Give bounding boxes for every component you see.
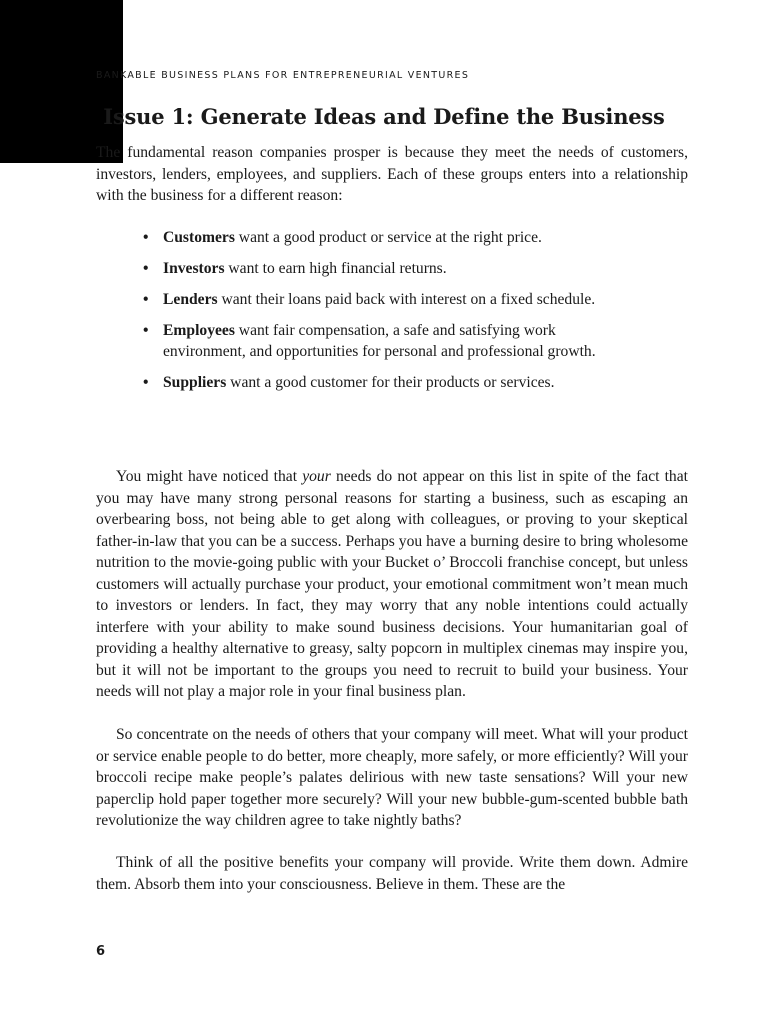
list-item-customers bbox=[143, 227, 613, 248]
paragraph-lead: You might have noticed that bbox=[116, 468, 303, 485]
list-item-text: want their loans paid back with interest on a fixed schedule. bbox=[217, 291, 596, 308]
list-item-employees bbox=[143, 320, 613, 362]
body-paragraph-2 bbox=[96, 466, 688, 703]
page-number: 6 bbox=[96, 944, 106, 959]
list-item-suppliers bbox=[143, 372, 613, 393]
black-corner-block bbox=[0, 0, 123, 163]
section-title: Issue 1: Generate Ideas and Define the Business bbox=[103, 104, 665, 129]
body-paragraph-3: So concentrate on the needs of others that your company will meet. What will your product or service enable people to do better, more cheaply, more safely, or more efficiently? Will your broccoli recipe make people’s palates delirious with new taste sensations? Will your new paperclip hold paper together more securely? Will your new bubble-gum-scented bubble bath revolutionize the way children agree to take nightly baths? bbox=[96, 726, 688, 829]
list-item-term: Customers bbox=[163, 229, 235, 246]
list-item-term: Lenders bbox=[163, 291, 218, 308]
running-head: BANKABLE BUSINESS PLANS FOR ENTREPRENEURIAL VENTURES bbox=[96, 70, 470, 81]
stakeholder-list bbox=[143, 227, 613, 403]
emphasis-your: your bbox=[302, 468, 331, 485]
paragraph-rest: needs do not appear on this list in spite of the fact that you may have many strong personal reasons for starting a business, such as escaping an overbearing boss, not being able to get along with colleagues, or proving to your skeptical father-in-law that you can be a success. Perhaps you have a burning desire to bring wholesome nutrition to the movie-going public with your Bucket o’ Broccoli franchise concept, but unless customers will actually purchase your product, your emotional commitment won’t mean much to investors or lenders. In fact, they may worry that any noble intentions could actually interfere with your ability to make sound business decisions. Your humanitarian goal of providing a healthy alternative to greasy, salty popcorn in multiplex cinemas may inspire you, but it will not be important to the groups you need to recruit to build your business. Your needs will not play a major role in your final business plan. bbox=[96, 468, 688, 700]
bullet-icon: • bbox=[143, 260, 149, 277]
body-paragraph-4: Think of all the positive benefits your company will provide. Write them down. Admire them. Absorb them into your consciousness. Believe in them. These are the bbox=[96, 854, 688, 893]
bullet-icon: • bbox=[143, 229, 149, 246]
list-item-text: want to earn high financial returns. bbox=[224, 260, 447, 277]
list-item-investors bbox=[143, 258, 613, 279]
list-item-term: Suppliers bbox=[163, 374, 227, 391]
list-item-text: want a good customer for their products or services. bbox=[226, 374, 555, 391]
intro-paragraph: The fundamental reason companies prosper is because they meet the needs of customers, investors, lenders, employees, and suppliers. Each of these groups enters into a relationship with the business for a different reason: bbox=[96, 144, 688, 204]
bullet-icon: • bbox=[143, 291, 149, 308]
bullet-icon: • bbox=[143, 374, 149, 391]
list-item-lenders bbox=[143, 289, 613, 310]
bullet-icon: • bbox=[143, 322, 149, 339]
list-item-term: Investors bbox=[163, 260, 225, 277]
list-item-text: want a good product or service at the right price. bbox=[234, 229, 542, 246]
list-item-term: Employees bbox=[163, 322, 235, 339]
list-item-text: want fair compensation, a safe and satisfying work environment, and opportunities for personal and professional growth. bbox=[163, 322, 596, 360]
